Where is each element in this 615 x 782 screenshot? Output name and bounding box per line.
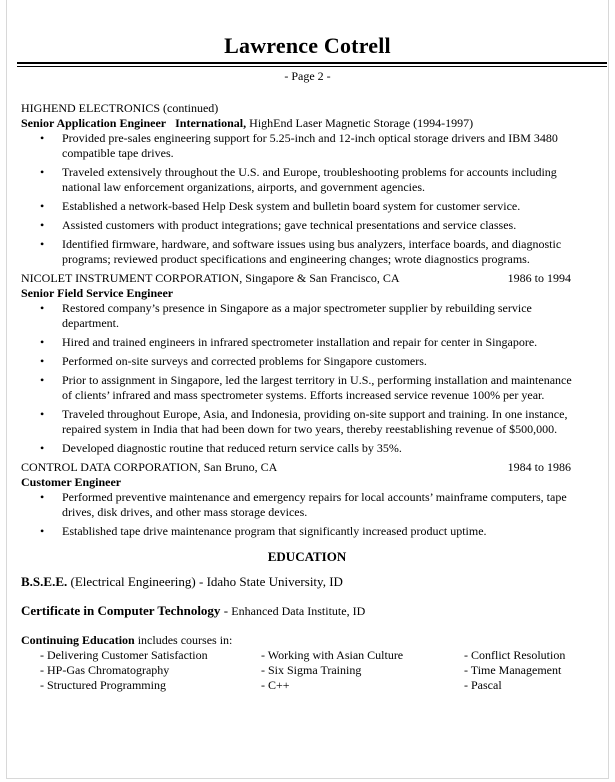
course-column-1 xyxy=(40,648,208,693)
course-column-2 xyxy=(261,648,403,693)
job-control-data xyxy=(21,460,593,539)
list-item: - Pascal xyxy=(464,678,502,692)
list-item: • Provided pre-sales engineering support for 5.25-inch and 12-inch optical storage drivers and IBM 3480 compatible tape drives. xyxy=(61,131,593,161)
list-item: • Performed preventive maintenance and emergency repairs for local accounts’ mainframe computers, tape drives, disk drives, and other mass storage devices. xyxy=(61,490,593,520)
job-title: Senior Application Engineer xyxy=(21,116,167,130)
job-title-detail: HighEnd Laser Magnetic Storage (1994-1997) xyxy=(246,116,474,130)
list-item: - Delivering Customer Satisfaction xyxy=(40,648,208,662)
continuing-education-label: Continuing Education xyxy=(21,633,135,647)
list-item: - Structured Programming xyxy=(40,678,166,692)
course-list xyxy=(21,648,593,693)
bullet-list xyxy=(21,490,593,539)
list-item: • Prior to assignment in Singapore, led the largest territory in U.S., performing installation and maintenance of clients’ infrared and mass spectrometer systems. Efforts increased service revenue 100% per year. xyxy=(61,373,593,403)
course-column-3 xyxy=(464,648,565,693)
page-number: - Page 2 - xyxy=(284,69,331,83)
certificate-line xyxy=(21,603,593,619)
bullet-list xyxy=(21,301,593,456)
company-line xyxy=(21,460,593,475)
list-item: - Working with Asian Culture xyxy=(261,648,404,662)
job-title-line xyxy=(21,116,593,131)
list-item: • Hired and trained engineers in infrared spectrometer installation and repair for center in Singapore. xyxy=(61,335,593,350)
list-item: • Developed diagnostic routine that reduced return service calls by 35%. xyxy=(61,441,593,456)
company-line xyxy=(21,271,593,286)
company-name: CONTROL DATA CORPORATION, San Bruno, CA xyxy=(21,460,278,474)
education-heading: EDUCATION xyxy=(267,549,347,564)
job-title: Senior Field Service Engineer xyxy=(21,286,174,300)
company-line: HIGHEND ELECTRONICS (continued) xyxy=(21,101,219,115)
job-dates: 1984 to 1986 xyxy=(507,460,571,474)
list-item: • Established a network-based Help Desk system and bulletin board system for customer service. xyxy=(61,199,593,214)
degree-name: B.S.E.E. xyxy=(21,574,68,589)
list-item: • Restored company’s presence in Singapore as a major spectrometer supplier by rebuilding service department. xyxy=(61,301,593,331)
job-highend xyxy=(21,101,593,267)
certificate-detail: Enhanced Data Institute, ID xyxy=(231,604,366,618)
degree-detail: (Electrical Engineering) - Idaho State University, ID xyxy=(67,574,343,589)
list-item: • Traveled throughout Europe, Asia, and Indonesia, providing on-site support and training. In one instance, repaired system in India that had been down for two years, thereby reestablishing revenue of $500,000. xyxy=(61,407,593,437)
list-item: - Time Management xyxy=(464,663,562,677)
certificate-sep: - xyxy=(220,603,232,618)
list-item: - C++ xyxy=(261,678,290,692)
job-title: Customer Engineer xyxy=(21,475,122,489)
list-item: • Identified firmware, hardware, and software issues using bus analyzers, interface boards, and diagnostic programs; reviewed product specifications and engineering changes; wrote diagnostics programs. xyxy=(61,237,593,267)
resume-body xyxy=(21,101,593,693)
list-item: • Performed on-site surveys and corrected problems for Singapore customers. xyxy=(61,354,593,369)
list-item: - Conflict Resolution xyxy=(464,648,566,662)
list-item: - HP-Gas Chromatography xyxy=(40,663,170,677)
company-name: NICOLET INSTRUMENT CORPORATION, Singapore & San Francisco, CA xyxy=(21,271,400,285)
continuing-education-detail: includes courses in: xyxy=(134,633,233,647)
list-item: • Established tape drive maintenance program that significantly increased product uptime. xyxy=(61,524,593,539)
list-item: • Assisted customers with product integrations; gave technical presentations and service classes. xyxy=(61,218,593,233)
certificate-name: Certificate in Computer Technology xyxy=(21,603,221,618)
job-dates: 1986 to 1994 xyxy=(507,271,571,285)
bullet-list xyxy=(21,131,593,267)
job-title-extra: International, xyxy=(175,116,247,130)
job-nicolet xyxy=(21,271,593,456)
list-item: • Traveled extensively throughout the U.S. and Europe, troubleshooting problems for accounts including national law enforcement organizations, airports, and government agencies. xyxy=(61,165,593,195)
resume-name: Lawrence Cotrell xyxy=(224,33,391,58)
continuing-education-line xyxy=(21,633,593,648)
header-rule-thick xyxy=(17,62,607,64)
degree-line xyxy=(21,574,593,589)
list-item: - Six Sigma Training xyxy=(261,663,362,677)
header-rule-thin xyxy=(17,66,607,67)
